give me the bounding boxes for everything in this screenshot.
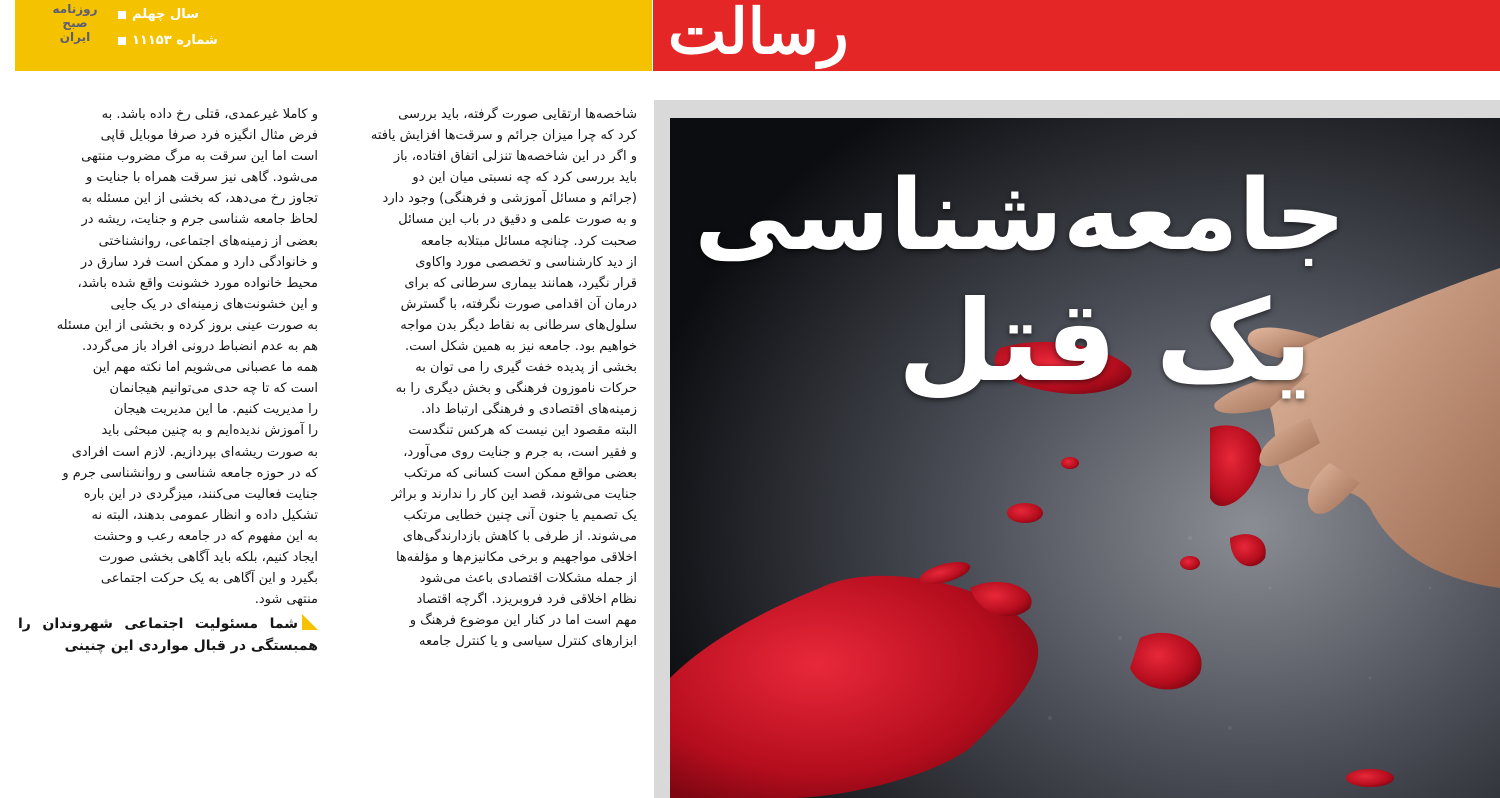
article-line: زمینه‌های اقتصادی و فرهنگی ارتباط داد. <box>421 402 637 418</box>
article-line: یک تصمیم یا جنون آنی چنین خطایی مرتکب <box>403 507 637 523</box>
article-line: است اما این سرقت به مرگ مضروب منتهی <box>81 149 318 165</box>
subheading-text: شما مسئولیت اجتماعی شهروندان را همبستگی در قبال مواردی این چنینی <box>18 616 318 655</box>
headline <box>690 155 1390 407</box>
article-line: که در حوزه جامعه شناسی و روانشناسی جرم و <box>62 465 318 481</box>
article-line: فرض مثال انگیزه فرد صرفا موبایل قاپی <box>100 128 318 144</box>
article-line: جنایت فعالیت می‌کنند، میزگردی در این باره <box>83 486 318 502</box>
article-line: همه ما عصبانی می‌شویم اما نکته مهم این <box>92 360 318 376</box>
article-line: درمان آن اقدامی صورت نگرفته، با گسترش <box>400 296 637 312</box>
article-line: بخشی از پدیده خفت گیری را می توان به <box>415 360 637 376</box>
article-line: البته مقصود این نیست که هرکس تنگدست <box>408 423 637 439</box>
article-line: بعضی مواقع ممکن است کسانی که مرتکب <box>403 465 637 481</box>
article-line: نظام اخلاقی فرد فروبریزد. اگرچه اقتصاد <box>416 592 637 608</box>
headline-line-1: جامعه‌شناسی <box>694 159 1346 273</box>
headline-line-2: یک قتل <box>897 277 1313 407</box>
article-line: سلول‌های سرطانی به نقاط دیگر بدن مواجه <box>400 317 637 333</box>
subhead-marker-icon <box>302 614 318 630</box>
article-column-right <box>330 104 637 652</box>
article-line: خواهیم بود. جامعه نیز به همین شکل است. <box>405 339 637 355</box>
subheading <box>18 613 318 657</box>
article-line: و این خشونت‌های زمینه‌ای در یک جایی <box>110 296 318 312</box>
article-line: و به صورت علمی و دقیق در باب این مسائل <box>398 212 637 228</box>
article-line: را آموزش ندیده‌ایم و به چنین مبحثی باید <box>101 423 318 439</box>
header-yellow-bar <box>15 0 652 71</box>
article-line: از جمله مشکلات اقتصادی باعث می‌شود <box>419 571 637 587</box>
bullet-square-icon <box>118 37 126 45</box>
masthead-logo: رسالت <box>668 0 849 68</box>
paper-logo-line: صبح <box>62 16 88 30</box>
article-line: تشکیل داده و انظار عمومی بدهند، البته نه <box>91 507 318 523</box>
article-line: ابزارهای کنترل سیاسی و یا کنترل جامعه <box>419 634 637 650</box>
article-line: و فقیر است، به جرم و جنایت روی می‌آورد، <box>403 444 637 460</box>
article-line: صحبت کرد. چنانچه مسائل مبتلابه جامعه <box>420 233 637 249</box>
article-line: به صورت عینی بروز کرده و بخشی از این مسئله <box>56 317 318 333</box>
article-line: را مدیریت کنیم. ما این مدیریت هیجان <box>113 402 318 418</box>
article-line: اخلاقی مواجهیم و برخی مکانیزم‌ها و مؤلفه‌ها <box>395 549 637 565</box>
article-line: باید بررسی کرد که چه نسبتی میان این دو <box>412 170 637 186</box>
paper-logo <box>40 2 110 44</box>
article-line: می‌شوند. از طرفی با کاهش بازدارندگی‌های <box>402 528 637 544</box>
article-line: است که تا چه حدی می‌توانیم هیجانمان <box>109 381 318 397</box>
article-line: به این مفهوم که در جامعه رعب و وحشت <box>93 528 318 544</box>
article-line: و خانوادگی دارد و ممکن است فرد سارق در <box>80 254 318 270</box>
article-line: شاخصه‌ها ارتقایی صورت گرفته، باید بررسی <box>398 107 637 122</box>
bullet-square-icon <box>118 11 126 19</box>
paper-logo-line: ایران <box>59 30 91 44</box>
article-line: می‌شود. گاهی نیز سرقت همراه با جنایت و <box>86 170 318 186</box>
issue-meta <box>118 2 228 54</box>
article-line: به صورت ریشه‌ای بپردازیم. لازم است افرادی <box>71 444 318 460</box>
article-line: و اگر در این شاخصه‌ها تنزلی اتفاق افتاده، باز <box>393 149 637 165</box>
article-line: قرار نگیرد، همانند بیماری سرطانی که برای <box>404 275 637 291</box>
article-line: (جرائم و مسائل آموزشی و فرهنگی) وجود دارد <box>382 191 637 207</box>
article-line: و کاملا غیرعمدی، قتلی رخ داده باشد. به <box>101 107 318 122</box>
article-line: حرکات ناموزون فرهنگی و بخش دیگری را به <box>395 381 637 397</box>
article-line: بعضی از زمینه‌های اجتماعی، روانشناختی <box>98 233 318 249</box>
article-line: لحاظ جامعه شناسی جرم و جنایت، ریشه در <box>81 212 318 228</box>
article-line: تجاوز رخ می‌دهد، که بخشی از این مسئله به <box>81 191 318 207</box>
article-line: محیط خانواده مورد خشونت واقع شده باشد، <box>77 275 318 291</box>
year-label: سال چهلم <box>132 7 199 22</box>
paper-logo-line: روزنامه <box>52 2 98 16</box>
article-line: منتهی شود. <box>254 592 318 608</box>
article-line: ایجاد کنیم، بلکه باید آگاهی بخشی صورت <box>98 549 318 565</box>
article-line: هم به عدم انضباط درونی افراد باز می‌گردد. <box>82 339 318 355</box>
article-line: از دید کارشناسی و تخصصی مورد واکاوی <box>415 254 637 270</box>
article-line: کرد که چرا میزان جرائم و سرقت‌ها افزایش یافته <box>370 128 637 144</box>
article-column-left <box>18 104 318 657</box>
issue-number: شماره ۱۱۱۵۳ <box>132 33 218 48</box>
article-line: جنایت می‌شوند، قصد این کار را ندارند و براثر <box>391 486 637 502</box>
article-line: مهم است اما در کنار این موضوع فرهنگ و <box>409 613 637 629</box>
article-line: بگیرد و این آگاهی به یک حرکت اجتماعی <box>100 571 318 587</box>
